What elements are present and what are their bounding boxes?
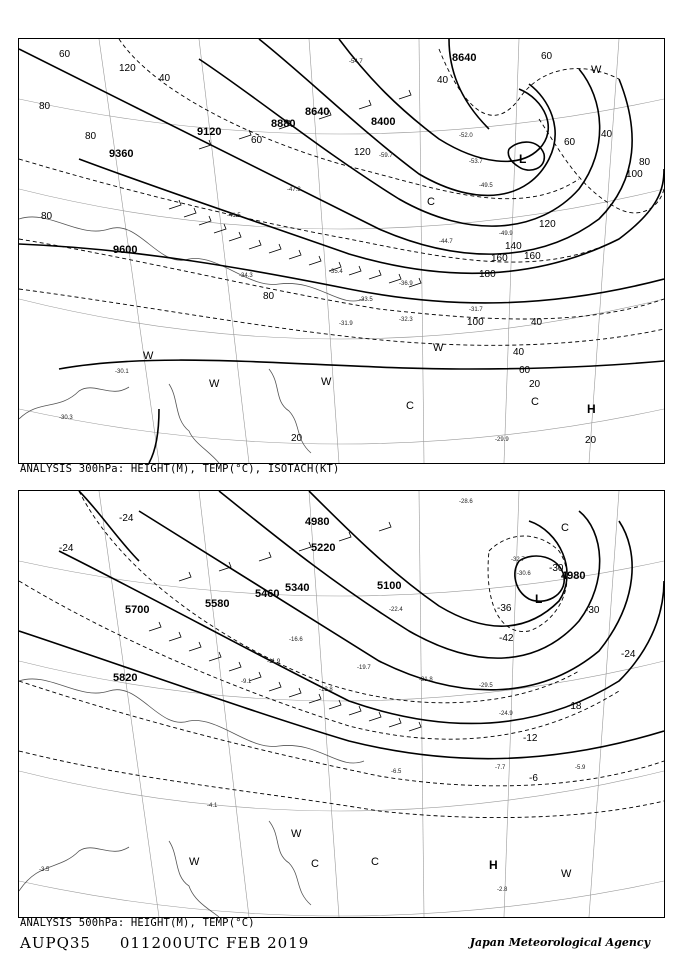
height-label: 9120: [197, 126, 222, 138]
isotach-label: 80: [41, 211, 53, 222]
station-temp: -29.5: [479, 683, 493, 689]
coastline: [19, 217, 364, 463]
station-temp-group: [39, 499, 586, 893]
isotach-label: 40: [159, 73, 171, 84]
station-temp: -32.7: [511, 557, 525, 563]
height-label: 5100: [377, 580, 402, 592]
cold-center-marker: C: [427, 196, 435, 208]
warm-center-marker: W: [291, 828, 302, 840]
station-temp: -16.6: [289, 637, 303, 643]
map-500hpa-svg: [19, 491, 664, 917]
station-temp: -30.1: [115, 369, 129, 375]
station-temp: -30.3: [59, 415, 73, 421]
station-temp: -11.9: [267, 659, 281, 665]
isotherm-label: -30: [585, 605, 600, 616]
isotherm-label: -12: [523, 733, 538, 744]
station-temp: -3.5: [39, 867, 50, 873]
isotach-label: 40: [601, 129, 613, 140]
isotach-label: 180: [479, 269, 496, 280]
low-center-marker: L: [535, 592, 543, 606]
isotach-label: 40: [437, 75, 449, 86]
station-temp: -41.5: [227, 213, 241, 219]
height-label: 5700: [125, 604, 150, 616]
station-temp: -30.6: [517, 571, 531, 577]
isotach-label: 140: [505, 241, 522, 252]
isotherm-label: -24: [621, 649, 636, 660]
cold-center-marker: C: [561, 522, 569, 534]
height-label: 4980: [561, 570, 586, 582]
isotach-label: 80: [263, 291, 275, 302]
station-temp: -29.9: [495, 437, 509, 443]
panel-300-caption: ANALYSIS 300hPa: HEIGHT(M), TEMP(°C), ISOTACH(KT): [20, 463, 340, 475]
isotach-label: 120: [539, 219, 556, 230]
station-temp: -49.9: [499, 231, 513, 237]
height-label: 5820: [113, 672, 138, 684]
height-label: 8640: [452, 52, 477, 64]
product-header: [20, 934, 309, 952]
isotach-label: 120: [354, 147, 371, 158]
isotherm-label: -24: [59, 543, 74, 554]
isotherm-label-group: [59, 513, 636, 784]
isotach-label: 160: [491, 253, 508, 264]
height-label: 5220: [311, 542, 336, 554]
cold-center-marker: C: [311, 858, 319, 870]
isotach-label: 60: [541, 51, 553, 62]
isotach-label: 20: [291, 433, 303, 444]
height-label: 8640: [305, 106, 330, 118]
station-temp: -32.3: [399, 317, 413, 323]
station-temp: -4.1: [207, 803, 218, 809]
isotach-label: 20: [585, 435, 597, 446]
low-center-marker: L: [519, 152, 527, 166]
isotach-label: 160: [524, 251, 541, 262]
station-temp: -7.7: [495, 765, 506, 771]
station-temp: -35.4: [329, 269, 343, 275]
isotach-label: 80: [85, 131, 97, 142]
high-center-marker: H: [489, 858, 498, 872]
height-label: 8880: [271, 118, 296, 130]
station-temp: -6.5: [391, 769, 402, 775]
height-label: 5460: [255, 588, 280, 600]
isotherm-label: -30: [549, 563, 564, 574]
warm-center-marker: W: [209, 378, 220, 390]
isotach-label: 100: [626, 169, 643, 180]
isotherm-label: -36: [497, 603, 512, 614]
station-temp: -49.5: [479, 183, 493, 189]
station-temp: -28.6: [459, 499, 473, 505]
station-temp: -54.7: [349, 59, 363, 65]
station-temp: -31.7: [469, 307, 483, 313]
valid-time: 011200UTC FEB 2019: [119, 934, 310, 952]
station-temp: -21.8: [419, 677, 433, 683]
warm-center-marker: W: [321, 376, 332, 388]
station-temp: -33.5: [359, 297, 373, 303]
warm-center-marker: W: [433, 342, 444, 354]
product-code: AUPQ35: [20, 934, 91, 952]
cold-center-marker: C: [371, 856, 379, 868]
isotach-label: 120: [119, 63, 136, 74]
cold-center-marker: C: [531, 396, 539, 408]
station-temp: -52.0: [459, 133, 473, 139]
height-label: 9600: [113, 244, 138, 256]
isotach-label: 60: [251, 135, 263, 146]
warm-center-marker: W: [189, 856, 200, 868]
panel-500-caption: ANALYSIS 500hPa: HEIGHT(M), TEMP(°C): [20, 917, 255, 929]
station-temp: -9.1: [241, 679, 252, 685]
station-temp: -22.4: [389, 607, 403, 613]
isotach-label: 60: [519, 365, 531, 376]
height-label: 5580: [205, 598, 230, 610]
station-temp: -36.9: [399, 281, 413, 287]
height-label: 9360: [109, 148, 134, 160]
map-panel-300hpa: [18, 38, 665, 464]
station-temp: -53.7: [469, 159, 483, 165]
coastline: [19, 679, 364, 917]
station-temp: -31.9: [339, 321, 353, 327]
map-300hpa-svg: [19, 39, 664, 463]
station-temp: -12.8: [319, 687, 333, 693]
station-temp: -5.9: [575, 765, 586, 771]
isotach-label: 80: [39, 101, 51, 112]
agency-credit: Japan Meteorological Agency: [469, 936, 650, 949]
height-label-group: [113, 516, 585, 684]
height-label: 4980: [305, 516, 330, 528]
station-temp: -47.3: [287, 187, 301, 193]
isotherm-label: -6: [529, 773, 538, 784]
isotach-label: 80: [639, 157, 651, 168]
station-temp: -34.3: [239, 273, 253, 279]
height-label: 8400: [371, 116, 396, 128]
isotach-label: 100: [467, 317, 484, 328]
height-label: 5340: [285, 582, 310, 594]
isotach-label: 40: [513, 347, 525, 358]
warm-center-marker: W: [591, 64, 602, 76]
station-temp: -59.7: [379, 153, 393, 159]
station-temp: -24.9: [499, 711, 513, 717]
isotach-label: 60: [564, 137, 576, 148]
warm-center-marker: W: [143, 350, 154, 362]
station-temp: -19.7: [357, 665, 371, 671]
isotach-label: 20: [529, 379, 541, 390]
isotherm-label: -18: [567, 701, 582, 712]
isotherm-label: -24: [119, 513, 134, 524]
cold-center-marker: C: [406, 400, 414, 412]
isotherm-label: -42: [499, 633, 514, 644]
warm-center-marker: W: [561, 868, 572, 880]
station-temp: -44.7: [439, 239, 453, 245]
isotach-label: 40: [531, 317, 543, 328]
valid-time-spacer: [97, 934, 114, 952]
map-panel-500hpa: [18, 490, 665, 918]
isotach-label: 60: [59, 49, 71, 60]
station-temp: -2.8: [497, 887, 508, 893]
high-center-marker: H: [587, 402, 596, 416]
